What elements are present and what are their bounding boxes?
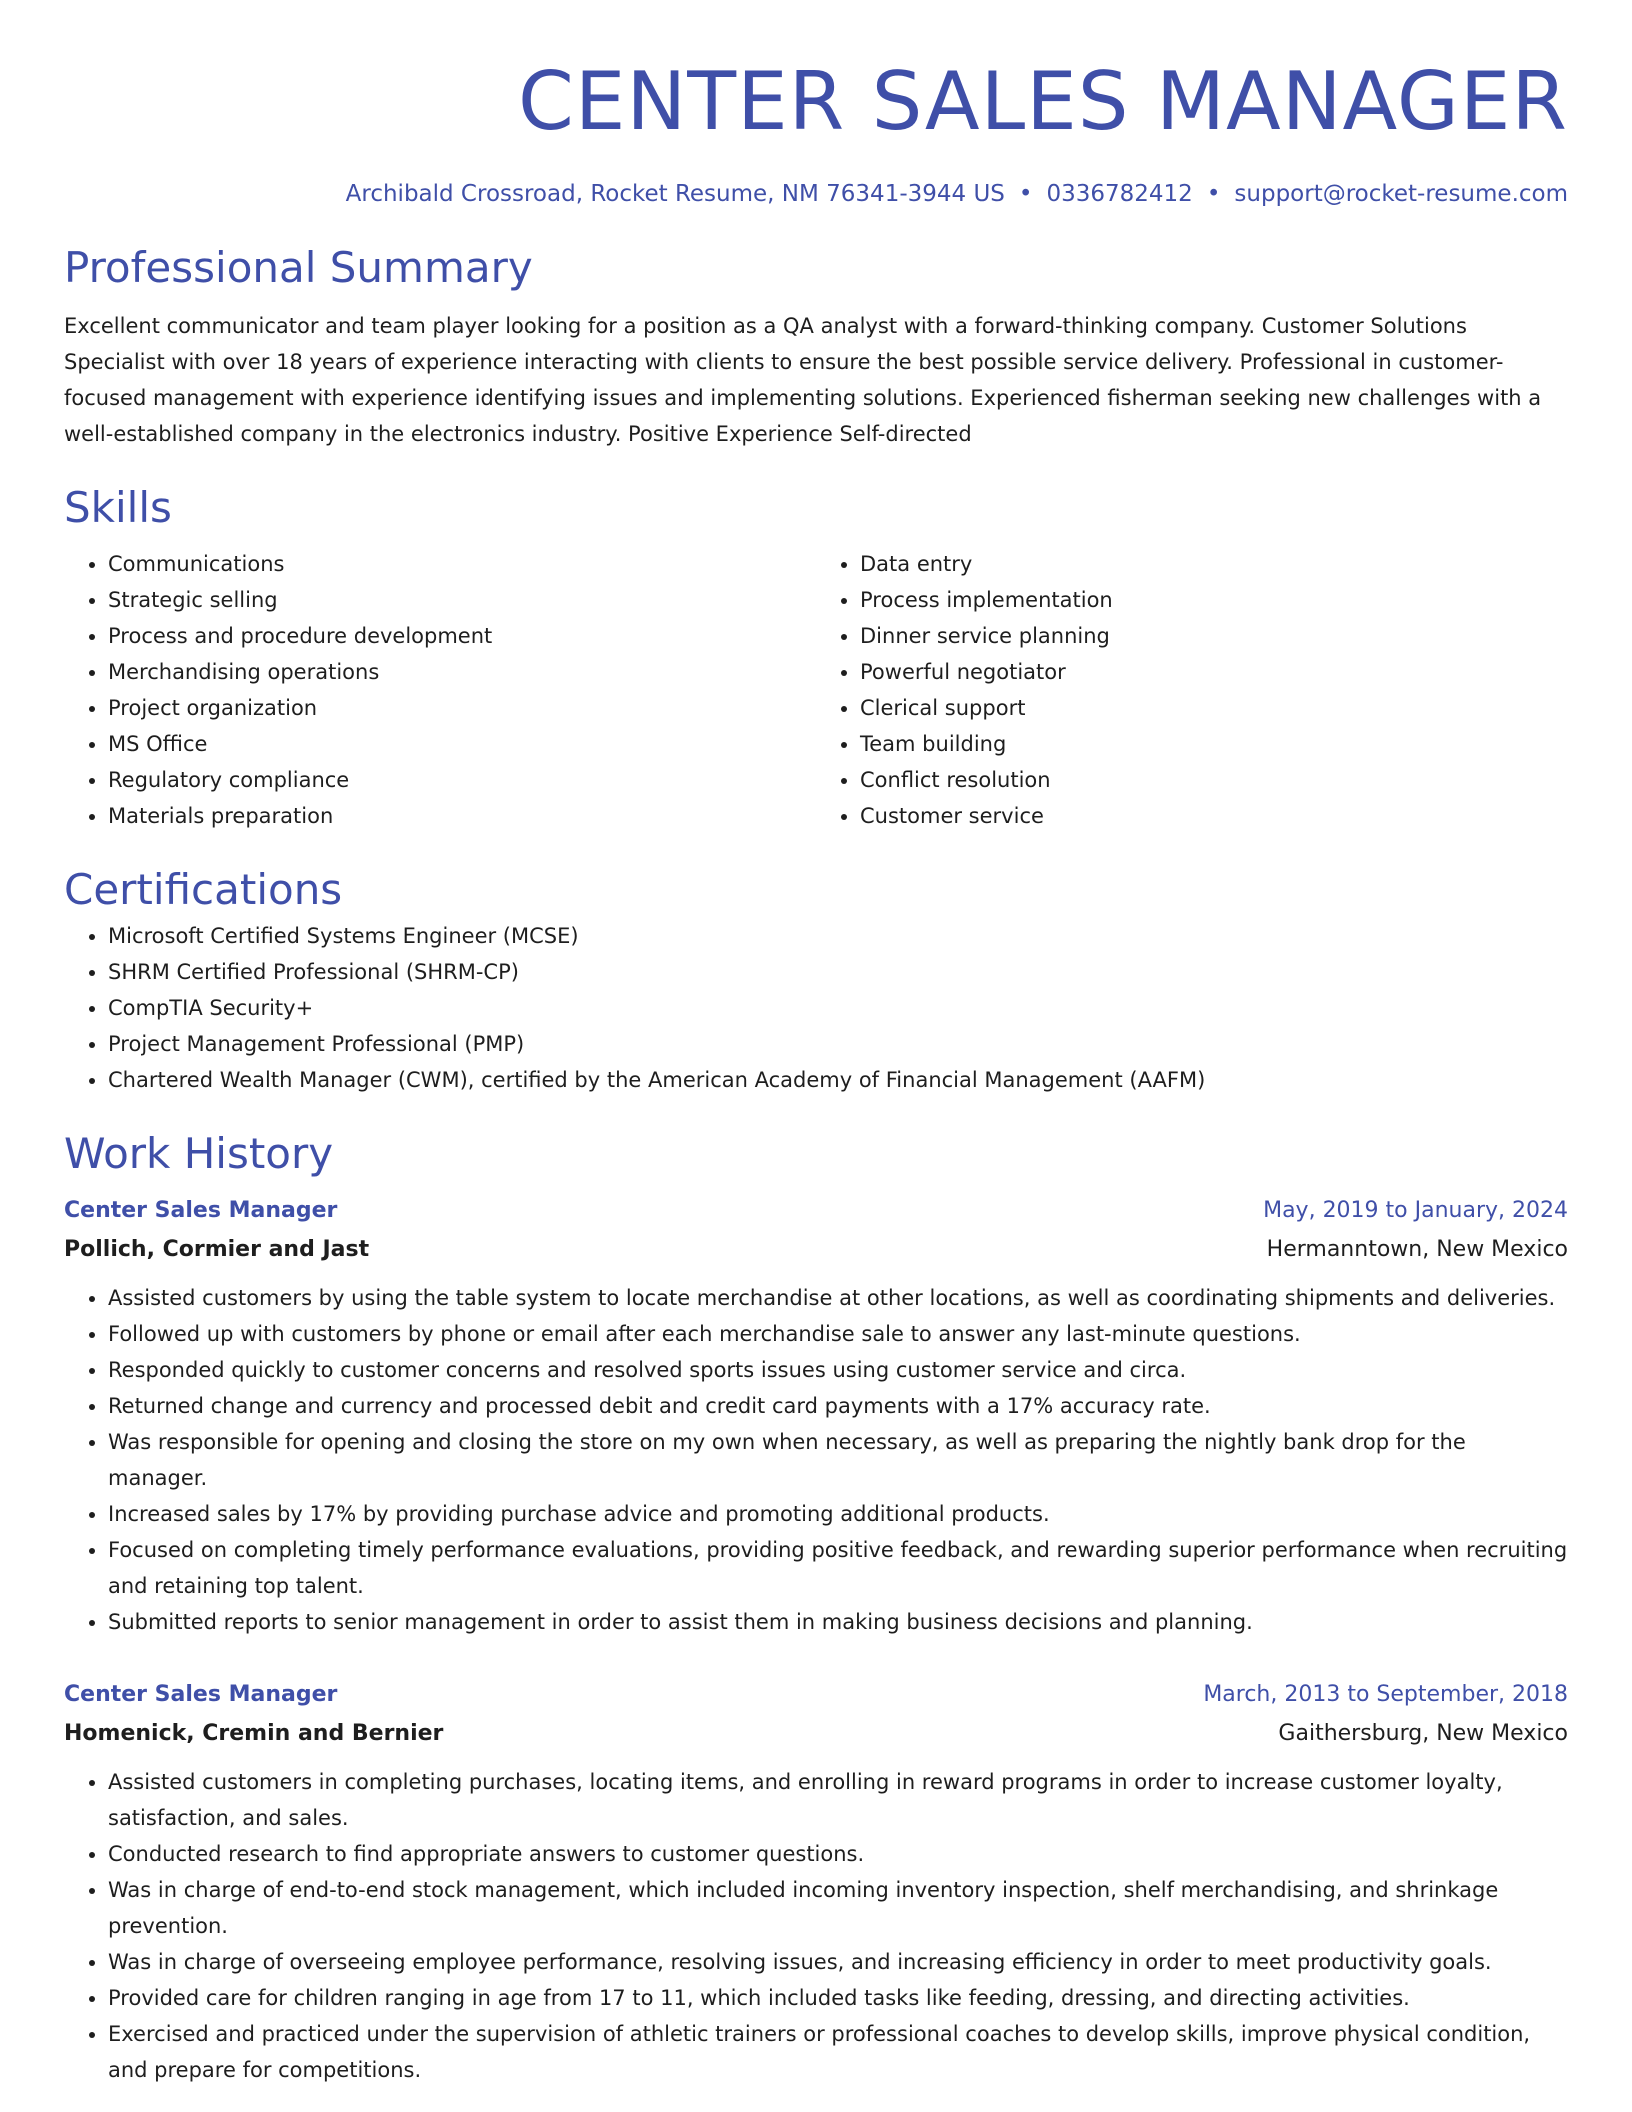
job-title: Center Sales Manager <box>64 1198 338 1223</box>
certification-item: • Project Management Professional (PMP) <box>108 1026 1568 1062</box>
job-company: Pollich, Cormier and Jast <box>64 1237 370 1262</box>
job-entry <box>64 1676 1568 2088</box>
skill-item: • Clerical support <box>860 690 1568 726</box>
skills-list-left <box>64 546 816 834</box>
skill-item: • Strategic selling <box>108 582 816 618</box>
certification-item: • SHRM Certified Professional (SHRM-CP) <box>108 954 1568 990</box>
skill-item: • Process and procedure development <box>108 618 816 654</box>
resume-title: CENTER SALES MANAGER <box>517 55 1568 148</box>
job-bullet: • Was responsible for opening and closing the store on my own when necessary, as well as preparing the nightly bank drop for the manager. <box>108 1424 1568 1496</box>
job-bullet: • Was in charge of end-to-end stock management, which included incoming inventory inspection, shelf merchandising, and shrinkage prevention. <box>108 1872 1568 1944</box>
skill-item: • Data entry <box>860 546 1568 582</box>
job-bullet: • Returned change and currency and processed debit and credit card payments with a 17% accuracy rate. <box>108 1388 1568 1424</box>
job-company: Homenick, Cremin and Bernier <box>64 1721 444 1746</box>
skill-item: • Customer service <box>860 798 1568 834</box>
job-location: Hermanntown, New Mexico <box>1266 1237 1568 1262</box>
job-bullet: • Assisted customers by using the table system to locate merchandise at other locations, as well as coordinating shipments and deliveries. <box>108 1280 1568 1316</box>
job-bullet: • Responded quickly to customer concerns and resolved sports issues using customer service and circa. <box>108 1352 1568 1388</box>
skill-item: • Merchandising operations <box>108 654 816 690</box>
section-title-certifications: Certifications <box>64 865 343 914</box>
job-bullet: • Exercised and practiced under the supervision of athletic trainers or professional coaches to develop skills, improve physical condition, and prepare for competitions. <box>108 2016 1568 2088</box>
summary-text: Excellent communicator and team player looking for a position as a QA analyst with a forward-thinking company. Customer Solutions Specialist with over 18 years of experience interacting with clients to ensure the best possible service delivery. Professional in customer-focused management with experience identifying issues and implementing solutions. Experienced fisherman seeking new challenges with a well-established company in the electronics industry. Positive Experience Self-directed <box>64 314 1542 446</box>
contact-email: support@rocket-resume.com <box>1234 181 1568 207</box>
certifications-list <box>64 918 1568 1098</box>
job-bullet: • Was in charge of overseeing employee performance, resolving issues, and increasing efficiency in order to meet productivity goals. <box>108 1944 1568 1980</box>
skill-item: • Dinner service planning <box>860 618 1568 654</box>
skills-grid <box>64 546 1568 834</box>
job-title: Center Sales Manager <box>64 1682 338 1707</box>
certification-item: • Chartered Wealth Manager (CWM), certified by the American Academy of Financial Management (AAFM) <box>108 1062 1568 1098</box>
skill-item: • Communications <box>108 546 816 582</box>
job-bullets <box>64 1280 1568 1640</box>
job-bullet: • Submitted reports to senior management in order to assist them in making business decisions and planning. <box>108 1604 1568 1640</box>
job-company-row <box>64 1230 1568 1270</box>
job-bullet: • Conducted research to find appropriate answers to customer questions. <box>108 1836 1568 1872</box>
job-dates: May, 2019 to January, 2024 <box>1263 1198 1568 1223</box>
contact-separator: • <box>1018 181 1033 207</box>
section-title-summary: Professional Summary <box>64 243 533 292</box>
job-bullet: • Assisted customers in completing purchases, locating items, and enrolling in reward programs in order to increase customer loyalty, satisfaction, and sales. <box>108 1764 1568 1836</box>
skill-item: • Conflict resolution <box>860 762 1568 798</box>
skill-item: • Powerful negotiator <box>860 654 1568 690</box>
section-title-skills: Skills <box>64 483 172 532</box>
contact-line <box>64 178 1568 210</box>
certification-item: • Microsoft Certified Systems Engineer (MCSE) <box>108 918 1568 954</box>
skill-item: • Project organization <box>108 690 816 726</box>
job-location: Gaithersburg, New Mexico <box>1278 1721 1568 1746</box>
job-header-row <box>64 1676 1568 1714</box>
job-bullets <box>64 1764 1568 2088</box>
job-header-row <box>64 1192 1568 1230</box>
job-bullet: • Focused on completing timely performance evaluations, providing positive feedback, and rewarding superior performance when recruiting and retaining top talent. <box>108 1532 1568 1604</box>
job-bullet: • Followed up with customers by phone or email after each merchandise sale to answer any last-minute questions. <box>108 1316 1568 1352</box>
contact-phone: 0336782412 <box>1046 181 1193 207</box>
job-entry <box>64 1192 1568 1640</box>
job-company-row <box>64 1714 1568 1754</box>
contact-separator: • <box>1206 181 1221 207</box>
skill-item: • Process implementation <box>860 582 1568 618</box>
job-bullet: • Increased sales by 17% by providing purchase advice and promoting additional products. <box>108 1496 1568 1532</box>
skill-item: • Materials preparation <box>108 798 816 834</box>
job-dates: March, 2013 to September, 2018 <box>1203 1682 1568 1707</box>
skill-item: • MS Office <box>108 726 816 762</box>
skills-list-right <box>816 546 1568 834</box>
skill-item: • Team building <box>860 726 1568 762</box>
certification-item: • CompTIA Security+ <box>108 990 1568 1026</box>
job-bullet: • Provided care for children ranging in age from 17 to 11, which included tasks like feeding, dressing, and directing activities. <box>108 1980 1568 2016</box>
skill-item: • Regulatory compliance <box>108 762 816 798</box>
contact-address: Archibald Crossroad, Rocket Resume, NM 76341-3944 US <box>345 181 1005 207</box>
section-title-work-history: Work History <box>64 1129 334 1178</box>
